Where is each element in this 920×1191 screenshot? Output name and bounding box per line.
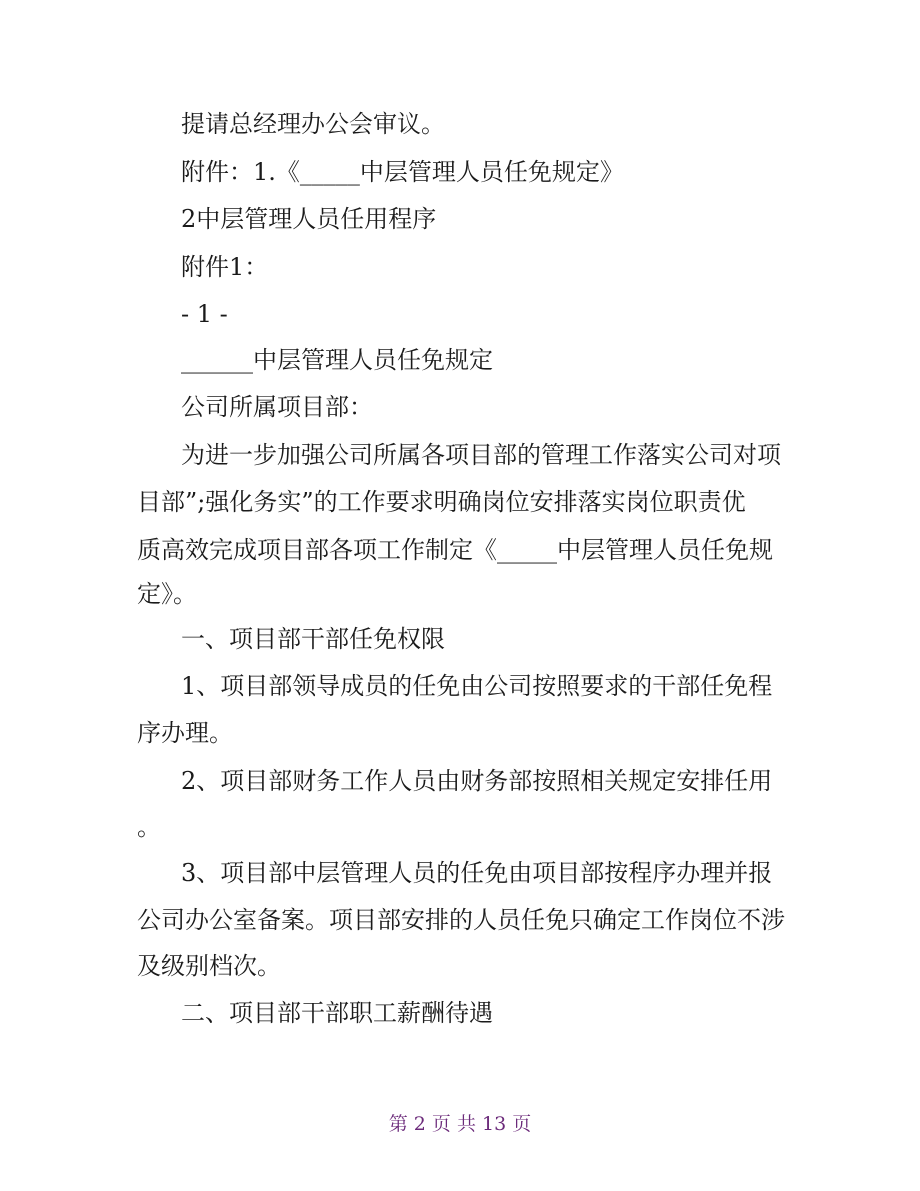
paragraph-line: 2、项目部财务工作人员由财务部按照相关规定安排任用: [181, 767, 773, 795]
paragraph-line: 附件1：: [181, 253, 269, 281]
paragraph-line: 公司所属项目部：: [181, 393, 373, 421]
paragraph-line: 2中层管理人员任用程序: [181, 205, 437, 233]
paragraph-line: 及级别档次。: [137, 952, 281, 980]
page-number-marker: - 1 -: [181, 300, 228, 328]
paragraph-line: 为进一步加强公司所属各项目部的管理工作落实公司对项: [181, 441, 781, 469]
paragraph-line: 提请总经理办公会审议。: [181, 110, 445, 138]
paragraph-line: 序办理。: [137, 719, 233, 747]
paragraph-line: 。: [137, 813, 161, 841]
paragraph-line: 附件：1.《_____中层管理人员任免规定》: [181, 158, 624, 186]
page-footer: 第 2 页 共 13 页: [388, 1113, 532, 1135]
paragraph-line: 定》。: [137, 580, 197, 608]
paragraph-line: 质高效完成项目部各项工作制定《_____中层管理人员任免规: [137, 536, 773, 564]
section-title: ______中层管理人员任免规定: [181, 346, 493, 374]
section-heading: 二、项目部干部职工薪酬待遇: [181, 999, 493, 1027]
paragraph-line: 公司办公室备案。项目部安排的人员任免只确定工作岗位不涉: [137, 906, 785, 934]
paragraph-line: 3、项目部中层管理人员的任免由项目部按程序办理并报: [181, 859, 773, 887]
paragraph-line: 1、项目部领导成员的任免由公司按照要求的干部任免程: [181, 672, 773, 700]
section-heading: 一、项目部干部任免权限: [181, 625, 445, 653]
paragraph-line: 目部”;强化务实”的工作要求明确岗位安排落实岗位职责优: [137, 488, 746, 516]
